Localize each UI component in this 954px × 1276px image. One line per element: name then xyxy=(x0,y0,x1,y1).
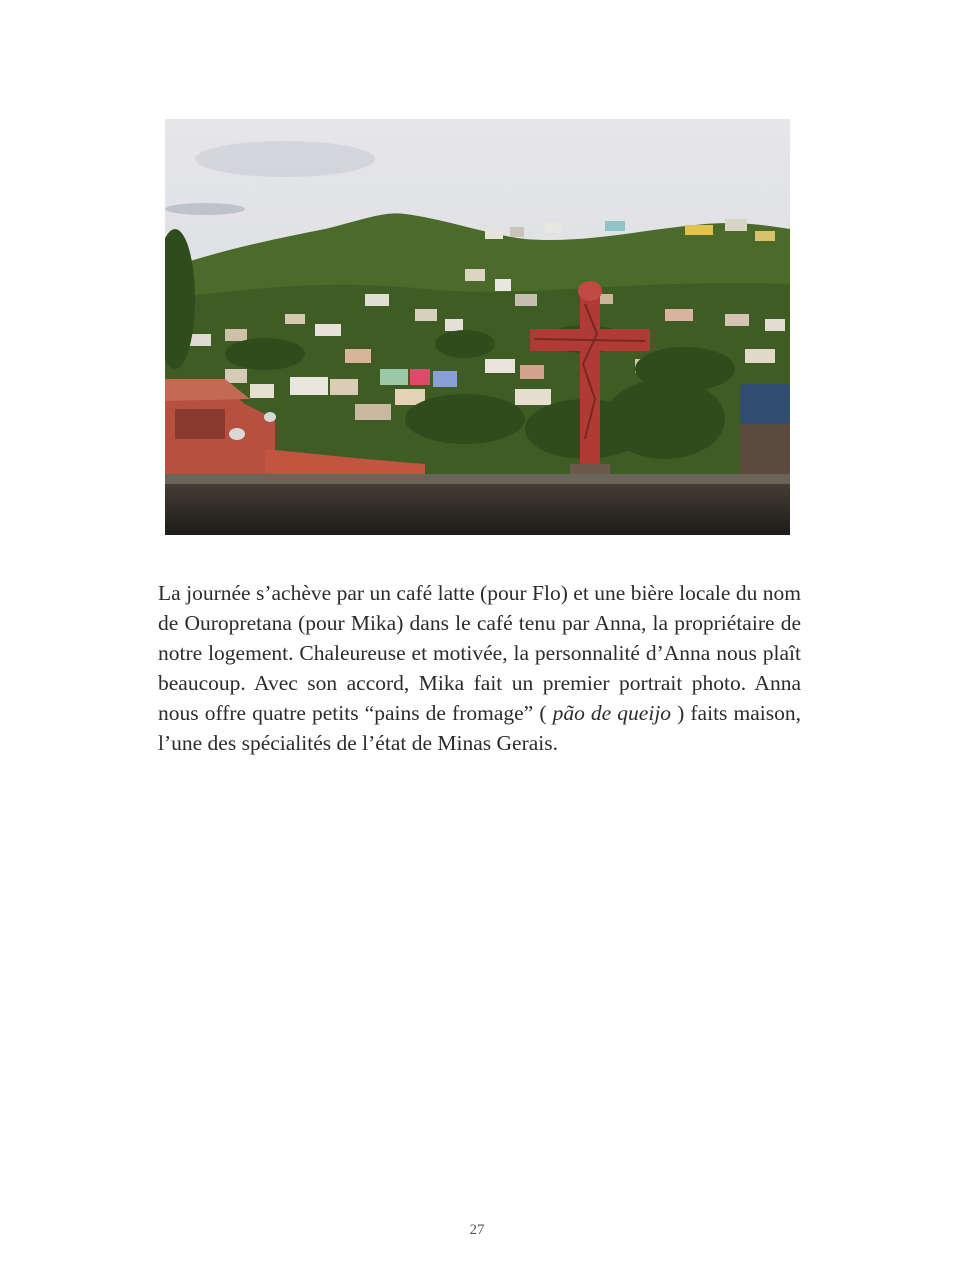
paragraph-text-start: La journée s’achève par un café latte (pour Flo) et une bière locale du nom de Ouropretana (pour Mika) dans le café tenu par Anna, la propriétaire de notre logement. Chaleureuse et motivée, la personnalité d’Anna nous plaît beaucoup. Avec son accord, Mika fait un premier portrait photo. Anna nous offre quatre petits “pains de fromage” ( xyxy=(158,581,801,725)
landscape-photo-icon xyxy=(165,119,790,535)
paragraph-text-end: ) faits maison, l’une des spécialités de l’état de Minas Gerais. xyxy=(158,701,801,755)
italic-term: pão de queijo xyxy=(552,701,672,725)
landscape-photo xyxy=(165,119,790,535)
page-number: 27 xyxy=(469,1222,485,1238)
body-paragraph xyxy=(158,578,801,758)
